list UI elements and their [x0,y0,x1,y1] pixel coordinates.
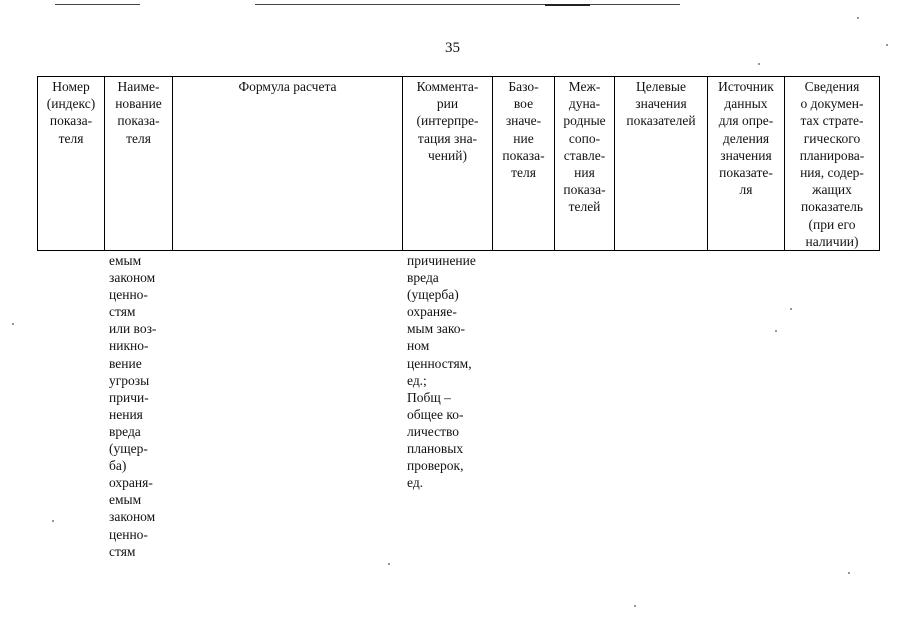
header-index: Номер (индекс) показа- теля [38,77,105,251]
comments-column-continuation: причинение вреда (ущерба) охраняе- мым зако- ном ценностям, ед.; Побщ – общее ко- личество плановых проверок, ед. [407,253,476,491]
scan-speck [775,330,777,332]
scan-speck [857,17,859,19]
scan-speck [848,572,850,574]
scan-speck [790,308,792,310]
header-strategic-docs: Сведения о докумен- тах страте- гического планирова- ния, содер- жащих показатель (при его наличии) [785,77,880,251]
header-data-source: Источник данных для опре- деления значения показате- ля [708,77,785,251]
scan-artifact-line [55,4,140,5]
indicators-table [37,76,880,251]
page-number: 35 [445,40,460,56]
scan-speck [758,63,760,65]
scan-speck [388,563,390,565]
header-comments: Коммента- рии (интерпре- тация зна- чений) [403,77,493,251]
scan-speck [634,605,636,607]
header-name: Наиме- нование показа- теля [105,77,173,251]
scan-speck [886,44,888,46]
header-formula: Формула расчета [173,77,403,251]
scan-speck [12,323,14,325]
header-target-values: Целевые значения показателей [615,77,708,251]
name-column-continuation: емым законом ценно- стям или воз- никно- вение угрозы причи- нения вреда (ущер- ба) охраня- емым законом ценно- стям [109,253,157,559]
header-base-value: Базо- вое значе- ние показа- теля [493,77,555,251]
scan-speck [52,520,54,522]
scan-artifact-line [255,4,680,5]
scan-artifact-line [545,4,590,6]
table-header-row [38,77,880,251]
header-international: Меж- дуна- родные сопо- ставле- ния показа- телей [555,77,615,251]
